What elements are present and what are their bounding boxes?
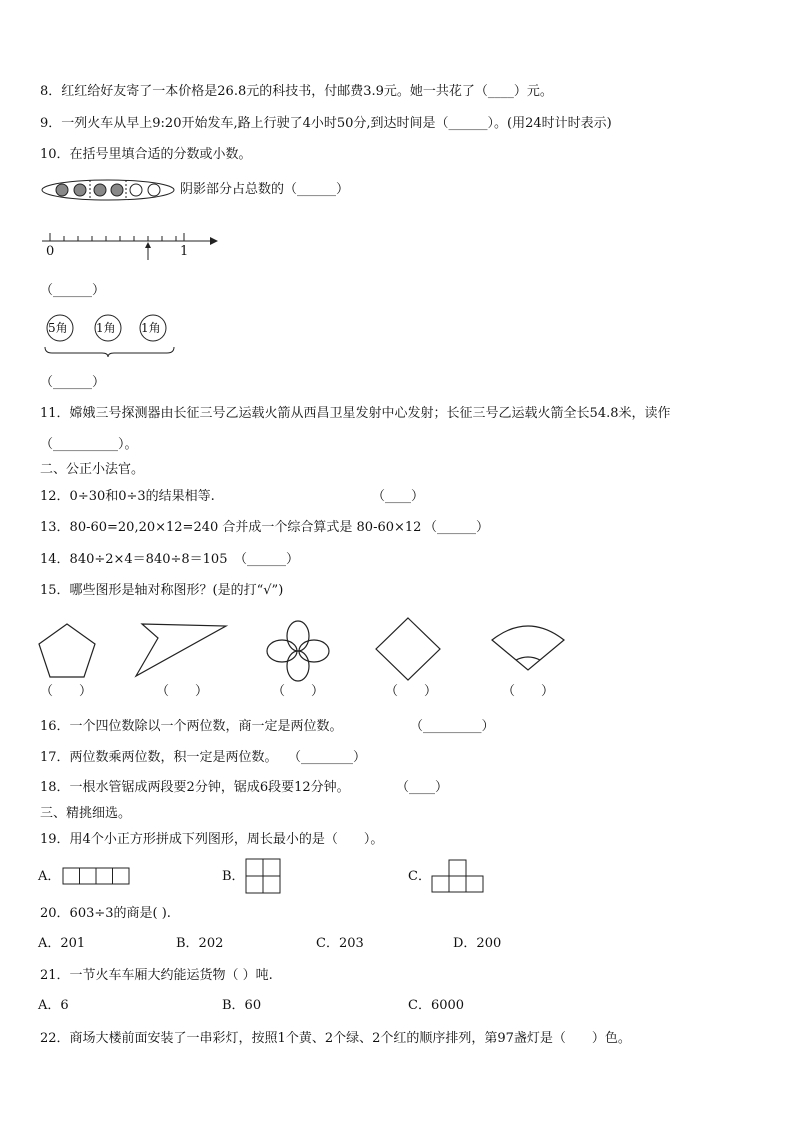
- question-17: 17．两位数乘两位数，积一定是两位数。: [40, 750, 278, 765]
- question-18-blank[interactable]: （____）: [396, 780, 449, 795]
- q19-option-b-label[interactable]: B．: [222, 869, 245, 884]
- q20-option-b[interactable]: B．202: [176, 936, 224, 951]
- four-leaf-shape: [266, 620, 330, 682]
- question-17-blank[interactable]: （________）: [288, 750, 367, 765]
- question-22: 22．商场大楼前面安装了一串彩灯，按照1个黄、2个绿、2个红的顺序排列，第97盏灯是（ ）色。: [40, 1031, 631, 1046]
- question-14-blank[interactable]: （______）: [234, 552, 300, 567]
- pentagon-shape: [36, 622, 98, 680]
- q20-option-c[interactable]: C．203: [316, 936, 364, 951]
- question-14: 14．840÷2×4＝840÷8＝105: [40, 552, 228, 567]
- question-12-blank[interactable]: （____）: [372, 489, 425, 504]
- shape-4-blank[interactable]: （ ）: [385, 684, 438, 699]
- section-2-heading: 二、公正小法官。: [40, 462, 145, 477]
- square-2x2: [244, 858, 282, 894]
- shape-2-blank[interactable]: （ ）: [156, 684, 209, 699]
- question-11-line1: 11．嫦娥三号探测器由长征三号乙运载火箭从西昌卫星发射中心发射；长征三号乙运载火箭全长54.8米，读作: [40, 406, 671, 421]
- shape-1-blank[interactable]: （ ）: [40, 684, 93, 699]
- question-12: 12．0÷30和0÷3的结果相等.: [40, 489, 215, 504]
- coin-label-2: 1角: [96, 321, 116, 335]
- numberline-start-label: 0: [46, 244, 55, 259]
- question-16: 16．一个四位数除以一个两位数，商一定是两位数。: [40, 719, 343, 734]
- shaded-prompt: 阴影部分占总数的（______）: [180, 182, 350, 197]
- q21-option-c[interactable]: C．6000: [408, 998, 465, 1013]
- question-15: 15．哪些图形是轴对称图形？(是的打“√”): [40, 583, 284, 598]
- question-10: 10．在括号里填合适的分数或小数。: [40, 147, 252, 162]
- coin-label-3: 1角: [141, 321, 161, 335]
- question-8: 8．红红给好友寄了一本价格是26.8元的科技书，付邮费3.9元。她一共花了（____）元。: [40, 84, 553, 99]
- coins-answer-blank[interactable]: （______）: [40, 375, 106, 390]
- shaded-circles-figure: [40, 178, 176, 202]
- q21-option-a[interactable]: A．6: [38, 998, 69, 1013]
- numberline-end-label: 1: [180, 244, 189, 259]
- q20-option-d[interactable]: D．200: [453, 936, 502, 951]
- numberline-answer-blank[interactable]: （______）: [40, 283, 106, 298]
- q19-option-c-label[interactable]: C．: [408, 869, 431, 884]
- question-16-blank[interactable]: （_________）: [410, 719, 495, 734]
- fan-shape: [488, 622, 568, 672]
- number-line: [40, 226, 220, 266]
- question-9: 9．一列火车从早上9:20开始发车,路上行驶了4小时50分,到达时间是（______）。(用24时计时表示): [40, 116, 612, 131]
- diamond-shape: [374, 616, 442, 682]
- question-13-blank[interactable]: （______）: [424, 520, 490, 535]
- q20-option-a[interactable]: A．201: [38, 936, 86, 951]
- four-squares-row: [62, 866, 132, 886]
- question-19: 19．用4个小正方形拼成下列图形，周长最小的是（ ）。: [40, 832, 384, 847]
- coin-label-1: 5角: [48, 321, 68, 335]
- q21-option-b[interactable]: B．60: [222, 998, 262, 1013]
- shape-3-blank[interactable]: （ ）: [272, 684, 325, 699]
- question-18: 18．一根水管锯成两段要2分钟，锯成6段要12分钟。: [40, 780, 350, 795]
- question-20: 20．603÷3的商是( ).: [40, 906, 171, 921]
- question-11-line2[interactable]: （__________）。: [40, 437, 138, 452]
- section-3-heading: 三、精挑细选。: [40, 806, 132, 821]
- question-13: 13．80-60=20,20×12=240 合并成一个综合算式是 80-60×12: [40, 520, 422, 535]
- q19-option-a-label[interactable]: A．: [38, 869, 61, 884]
- shape-5-blank[interactable]: （ ）: [502, 684, 555, 699]
- question-21: 21．一节火车车厢大约能运货物（ ）吨.: [40, 968, 273, 983]
- triangle-shape: [132, 622, 228, 678]
- t-shape-squares: [430, 858, 486, 894]
